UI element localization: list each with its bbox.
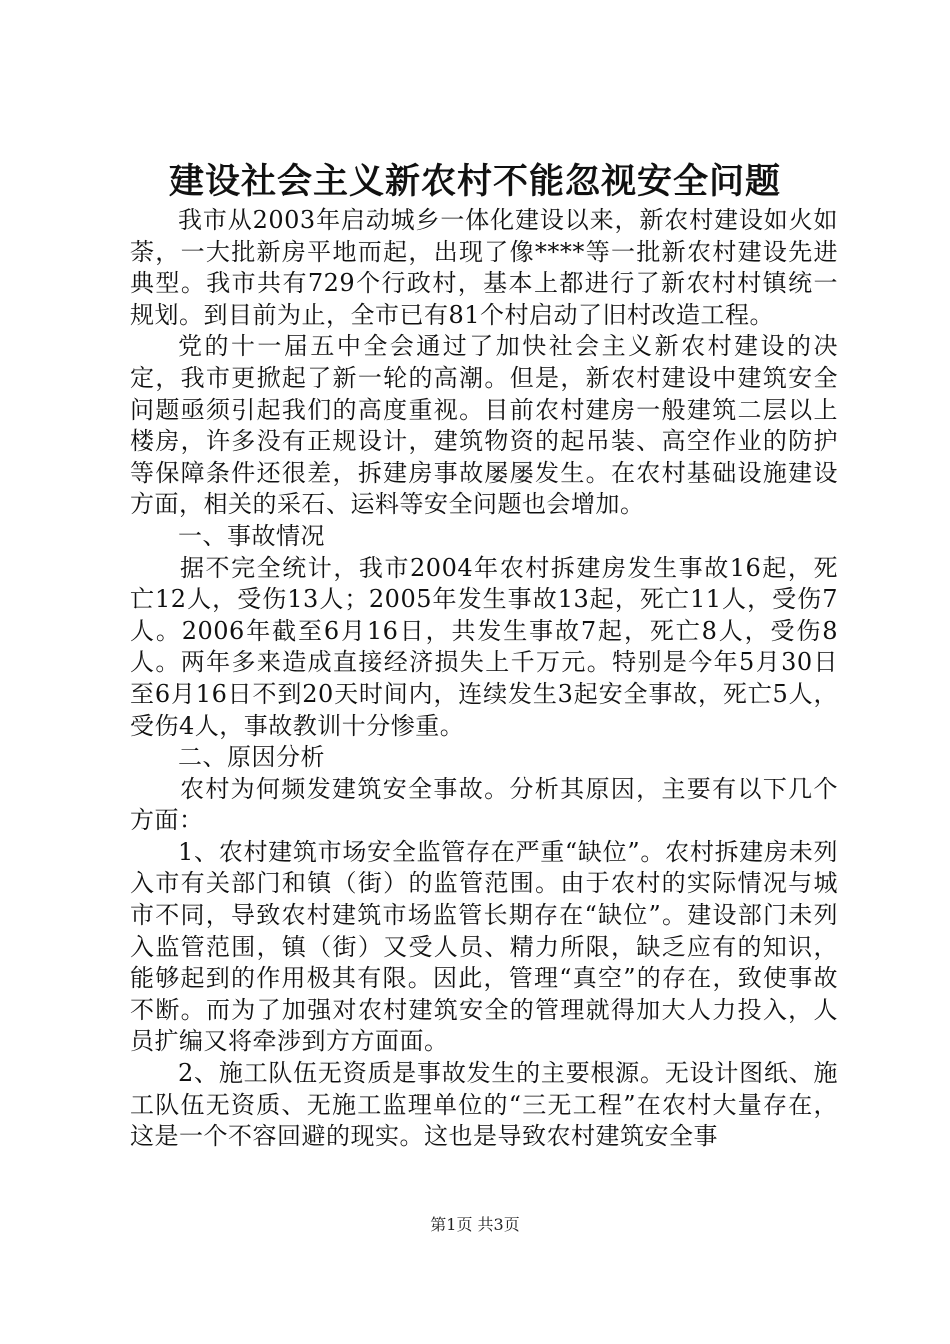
page-footer: 第1页 共3页 <box>430 1215 520 1234</box>
paragraph-causes-intro: 农村为何频发建筑安全事故。分析其原因，主要有以下几个方面： <box>130 774 838 835</box>
paragraph-cause-1: 1、农村建筑市场安全监管存在严重“缺位”。农村拆建房未列入市有关部门和镇（街）的监管范围。由于农村的实际情况与城市不同，导致农村建筑市场监管长期存在“缺位”。建设部门未列入监管范围，镇（街）又受人员、精力所限，缺乏应有的知识，能够起到的作用极其有限。因此，管理“真空”的存在，致使事故不断。而为了加强对农村建筑安全的管理就得加大人力投入，人员扩编又将牵涉到方方面面。 <box>130 837 838 1056</box>
paragraph-accident-stats: 据不完全统计，我市2004年农村拆建房发生事故16起，死亡12人，受伤13人；2005年发生事故13起，死亡11人，受伤7人。2006年截至6月16日，共发生事故7起，死亡8人，受伤8人。两年多来造成直接经济损失上千万元。特别是今年5月30日至6月16日不到20天时间内，连续发生3起安全事故，死亡5人，受伤4人，事故教训十分惨重。 <box>130 553 838 740</box>
paragraph-background: 党的十一届五中全会通过了加快社会主义新农村建设的决定，我市更掀起了新一轮的高潮。但是，新农村建设中建筑安全问题亟须引起我们的高度重视。目前农村建房一般建筑二层以上楼房，许多没有正规设计，建筑物资的起吊装、高空作业的防护等保障条件还很差，拆建房事故屡屡发生。在农村基础设施建设方面，相关的采石、运料等安全问题也会增加。 <box>130 332 838 519</box>
document-body <box>130 205 838 1153</box>
section-heading-accidents: 一、事故情况 <box>178 521 325 550</box>
paragraph-cause-2: 2、施工队伍无资质是事故发生的主要根源。无设计图纸、施工队伍无资质、无施工监理单位的“三无工程”在农村大量存在，这是一个不容回避的现实。这也是导致农村建筑安全事 <box>130 1059 838 1151</box>
document-title: 建设社会主义新农村不能忽视安全问题 <box>168 161 781 202</box>
paragraph-intro: 我市从2003年启动城乡一体化建设以来，新农村建设如火如荼，一大批新房平地而起，出现了像****等一批新农村建设先进典型。我市共有729个行政村，基本上都进行了新农村村镇统一规划。到目前为止，全市已有81个村启动了旧村改造工程。 <box>130 206 838 329</box>
section-heading-causes: 二、原因分析 <box>178 743 325 772</box>
